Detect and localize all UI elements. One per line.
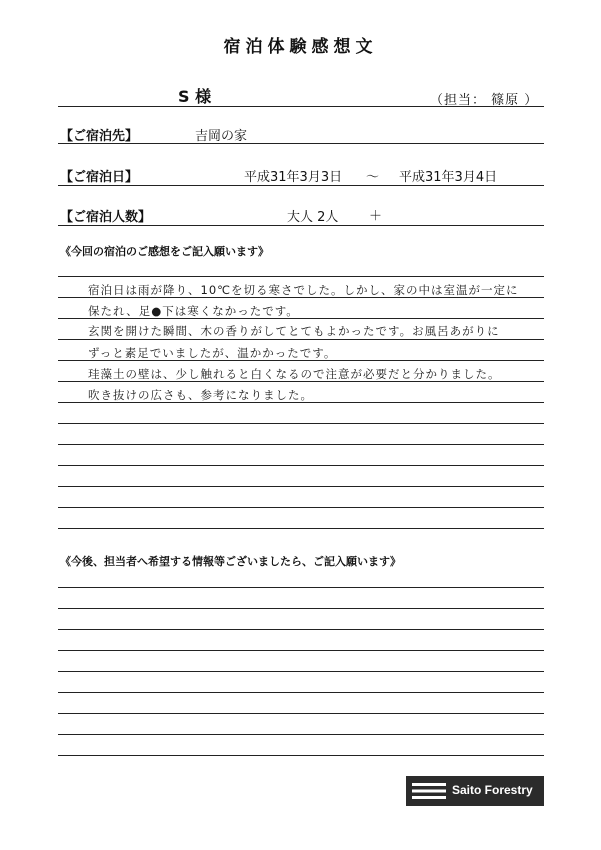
ruled-line [58, 381, 544, 382]
ruled-line [58, 692, 544, 693]
count-label: 【ご宿泊人数】 [60, 210, 152, 225]
date-separator: ～ [366, 170, 380, 185]
person-in-charge: （担当： 篠原 ） [430, 93, 539, 108]
ruled-line [58, 465, 544, 466]
ruled-line [58, 587, 544, 588]
ruled-line [58, 444, 544, 445]
ruled-line [58, 734, 544, 735]
ruled-line [58, 608, 544, 609]
header-rule [58, 106, 544, 107]
guest-name: S 様 [178, 87, 212, 106]
lodging-value: 吉岡の家 [195, 129, 248, 144]
lodging-label: 【ご宿泊先】 [60, 129, 139, 144]
ruled-line [58, 297, 544, 298]
ruled-line [58, 629, 544, 630]
page-title: 宿泊体験感想文 [223, 37, 378, 57]
ruled-line [58, 402, 544, 403]
impressions-prompt: 《今回の宿泊のご感想をご記入願います》 [60, 245, 269, 258]
impression-line: 宿泊日は雨が降り、10℃を切る寒さでした。しかし、家の中は室温が一定に [88, 283, 519, 297]
lodging-rule [58, 143, 544, 144]
impression-line: 保たれ、足●下は寒くなかったです。 [88, 304, 299, 318]
date-from: 平成31年3月3日 [244, 170, 343, 185]
impression-line: 珪藻土の壁は、少し触れると白くなるので注意が必要だと分かりました。 [88, 367, 501, 381]
ruled-line [58, 528, 544, 529]
company-logo [406, 776, 544, 806]
impression-line: 玄関を開けた瞬間、木の香りがしてとてもよかったです。お風呂あがりに [88, 324, 500, 338]
date-to: 平成31年3月4日 [399, 170, 498, 185]
logo-mark-icon [412, 781, 448, 801]
requests-prompt: 《今後、担当者へ希望する情報等ございましたら、ご記入願います》 [60, 555, 401, 568]
ruled-line [58, 423, 544, 424]
ruled-line [58, 276, 544, 277]
ruled-line [58, 486, 544, 487]
date-label: 【ご宿泊日】 [60, 170, 139, 185]
ruled-line [58, 318, 544, 319]
date-rule [58, 185, 544, 186]
impression-line: 吹き抜けの広さも、参考になりました。 [88, 388, 313, 402]
count-rule [58, 225, 544, 226]
ruled-line [58, 360, 544, 361]
impression-line: ずっと素足でいましたが、温かかったです。 [88, 346, 337, 360]
ruled-line [58, 339, 544, 340]
ruled-line [58, 507, 544, 508]
ruled-line [58, 713, 544, 714]
count-plus: ＋ [369, 209, 383, 224]
ruled-line [58, 650, 544, 651]
logo-text: Saito Forestry [452, 783, 533, 797]
ruled-line [58, 671, 544, 672]
ruled-line [58, 755, 544, 756]
count-value: 大人 2人 [287, 210, 339, 225]
